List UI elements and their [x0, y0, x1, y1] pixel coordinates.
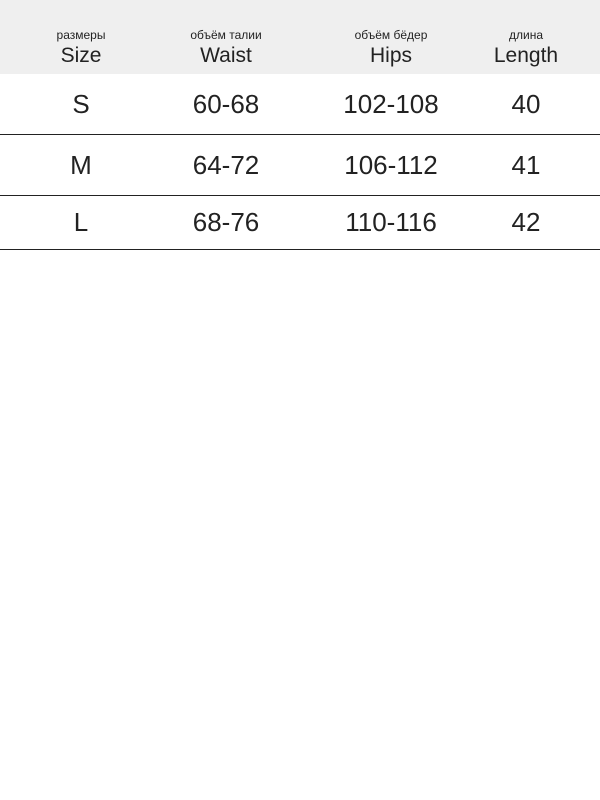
cell-length: 42 — [511, 207, 541, 237]
table-row — [0, 196, 600, 250]
header-waist-en: Waist — [200, 44, 252, 67]
cell-waist: 68-76 — [192, 207, 260, 237]
cell-hips: 106-112 — [344, 149, 438, 180]
table-row — [0, 135, 600, 196]
header-size-ru: размеры — [56, 28, 106, 42]
size-chart-table — [0, 0, 600, 250]
cell-length: 41 — [511, 149, 541, 180]
cell-hips: 110-116 — [345, 207, 437, 237]
header-size-en: Size — [60, 44, 102, 67]
cell-length: 40 — [511, 88, 541, 119]
header-waist-ru: объём талии — [190, 28, 262, 42]
header-length-en: Length — [493, 44, 559, 67]
table-row — [0, 74, 600, 135]
header-waist — [190, 0, 261, 74]
header-length — [494, 0, 558, 74]
cell-waist: 64-72 — [192, 149, 260, 180]
cell-size: M — [70, 149, 92, 180]
header-size — [57, 0, 106, 74]
header-hips — [355, 0, 428, 74]
cell-size: S — [72, 88, 90, 119]
cell-hips: 102-108 — [343, 88, 439, 119]
header-hips-ru: объём бёдер — [354, 28, 428, 42]
table-header-row — [0, 0, 600, 74]
header-hips-en: Hips — [369, 44, 412, 67]
cell-size: L — [73, 207, 89, 237]
cell-waist: 60-68 — [192, 88, 260, 119]
header-length-ru: длина — [508, 28, 544, 42]
